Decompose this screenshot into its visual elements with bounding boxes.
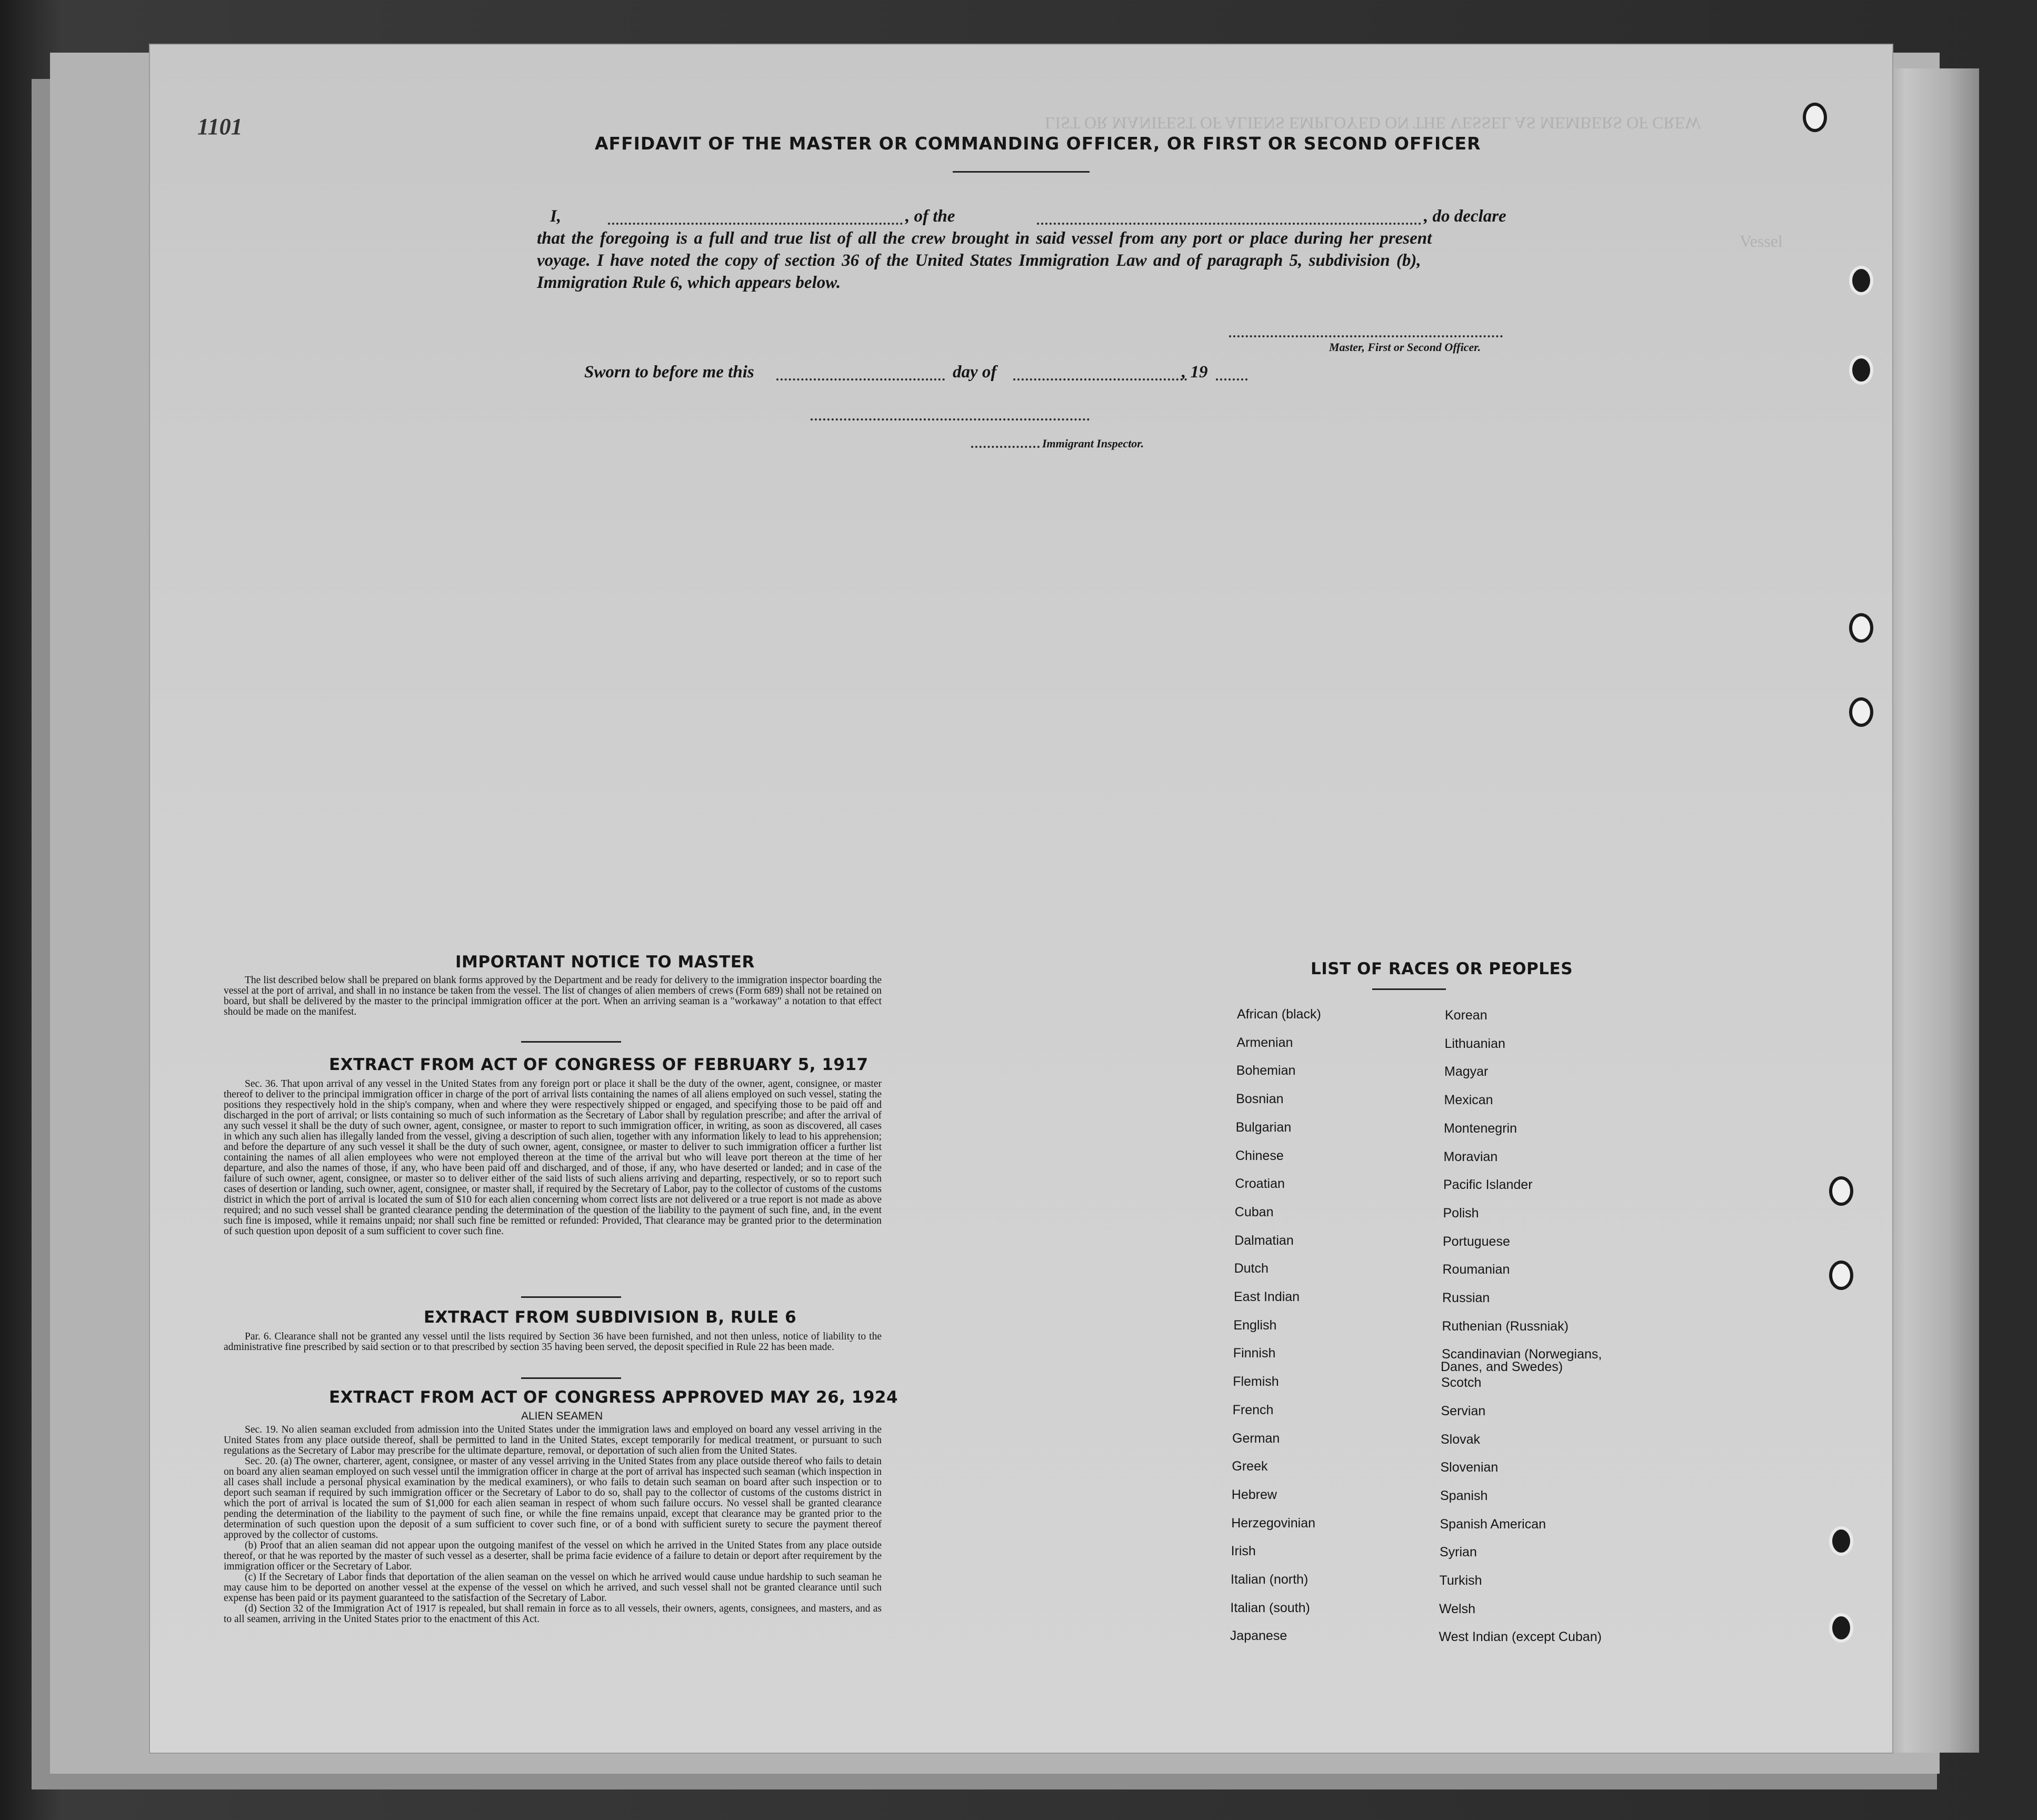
- race-item: Montenegrin: [1444, 1121, 1517, 1136]
- race-item: Servian: [1441, 1403, 1486, 1418]
- race-item: Slovak: [1441, 1432, 1481, 1447]
- race-item: Herzegovinian: [1231, 1515, 1316, 1531]
- notice-title: IMPORTANT NOTICE TO MASTER: [455, 953, 755, 972]
- race-item: Lithuanian: [1444, 1036, 1505, 1051]
- race-item: French: [1232, 1402, 1274, 1417]
- par-6-paragraph: Par. 6. Clearance shall not be granted any vessel until the lists required by Section 36 have been furnished, and not then unless, notice of liability to the administrative fine prescribed by said section or to that prescribed by section 35 having been served, the deposit specified in Rule 22 has been made.: [224, 1331, 882, 1353]
- sec-20a-paragraph: Sec. 20. (a) The owner, charterer, agent, consignee, or master of any vessel arriving in the United States from any place outside thereof who fails to detain on board any alien seaman employed on such vessel until the immigration officer in charge at the port of arrival has inspected such seaman (which inspection in all cases shall include a personal physical examination by the medical examiners), or who fails to detain such seaman on board after such inspection or to deport such seaman if required by such immigration officer or the Secretary of Labor to do so, shall pay to the collector of customs of the customs district in which the port of arrival is located the sum of $1,000 for each alien seaman in respect of whom such failure occurs. No vessel shall be granted clearance pending the determination of the liability to the payment of such fine, or while the fine remains unpaid, except that clearance may be granted prior to the determination of such question upon the deposit of a sum sufficient to cover such fine, or of a bond with sufficient surety to secure the payment thereof approved by the collector of customs.: [224, 1456, 882, 1541]
- race-item: Turkish: [1439, 1573, 1482, 1588]
- inspector-signature-blank: [811, 418, 1090, 421]
- bleed-through-heading: LIST OR MANIFEST OF ALIENS EMPLOYED ON THE VESSEL AS MEMBERS OF CREW: [1045, 114, 1701, 133]
- affidavit-of-the: , of the: [905, 207, 955, 226]
- alien-seamen-subtitle: ALIEN SEAMEN: [521, 1410, 603, 1422]
- sworn-month-blank: [1013, 378, 1187, 381]
- sec-20c-paragraph: (c) If the Secretary of Labor finds that deportation of the alien seaman on the vessel on which he arrived would cause undue hardship to such seaman he may cause him to be deported on another vessel at the expense of the vessel on which he arrived, and such vessel shall not be granted clearance until such expense has been paid or its payment guaranteed to the satisfaction of the Secretary of Labor.: [224, 1572, 882, 1604]
- race-item: Spanish American: [1440, 1516, 1546, 1532]
- document-page: [150, 45, 1892, 1753]
- punch-hole: [1849, 697, 1873, 727]
- race-item: Korean: [1445, 1008, 1487, 1023]
- race-item: Welsh: [1439, 1601, 1476, 1616]
- name-blank: [608, 223, 903, 225]
- punch-hole: [1829, 1176, 1853, 1206]
- race-item: Italian (north): [1231, 1572, 1309, 1587]
- race-item: Irish: [1231, 1544, 1256, 1559]
- year-label: , 19: [1182, 363, 1208, 382]
- extract-1924-title: EXTRACT FROM ACT OF CONGRESS APPROVED MAY 26, 1924: [329, 1388, 898, 1407]
- affidavit-declare: , do declare: [1424, 207, 1506, 226]
- race-item: Moravian: [1443, 1149, 1498, 1164]
- affidavit-i: I,: [550, 207, 562, 226]
- extract-1917-title: EXTRACT FROM ACT OF CONGRESS OF FEBRUARY 5, 1917: [329, 1055, 868, 1074]
- handwritten-stamp-number: 1101: [197, 114, 243, 139]
- race-item: West Indian (except Cuban): [1439, 1629, 1602, 1645]
- sec-20b-paragraph: (b) Proof that an alien seaman did not appear upon the outgoing manifest of the vessel on which he arrived in the United States from any place outside thereof, or that he was reported by the master of such vessel as a deserter, shall be prima facie evidence of a failure to detain or deport after requirement by the immigration officer or the Secretary of Labor.: [224, 1540, 882, 1572]
- race-item: Scandinavian (Norwegians,: [1442, 1347, 1602, 1362]
- notice-divider: [521, 1041, 621, 1043]
- affidavit-line4: Immigration Rule 6, which appears below.: [537, 273, 841, 292]
- race-item: African (black): [1237, 1007, 1321, 1022]
- race-item: Dutch: [1234, 1261, 1269, 1276]
- races-underline: [1372, 988, 1446, 990]
- affidavit-line2: that the foregoing is a full and true list of all the crew brought in said vessel from any port or place during her present: [537, 229, 1432, 248]
- race-item: Scotch: [1441, 1375, 1482, 1391]
- inspector-dots: [971, 446, 1040, 448]
- sworn-day-blank: [776, 378, 945, 381]
- punch-hole: [1849, 266, 1873, 295]
- punch-hole: [1849, 355, 1873, 385]
- master-signature-label: Master, First or Second Officer.: [1329, 341, 1481, 354]
- races-title: LIST OF RACES OR PEOPLES: [1311, 959, 1573, 978]
- race-item: Greek: [1232, 1459, 1268, 1474]
- race-item: Polish: [1443, 1205, 1479, 1221]
- day-of-label: day of: [953, 363, 997, 382]
- bleed-through-vessel: Vessel: [1740, 232, 1783, 251]
- extract-divider-2: [521, 1377, 621, 1379]
- sworn-label: Sworn to before me this: [584, 363, 754, 382]
- punch-hole: [1829, 1613, 1853, 1643]
- year-blank: [1216, 378, 1247, 381]
- race-item: Japanese: [1230, 1628, 1287, 1644]
- race-item: Hebrew: [1231, 1487, 1277, 1502]
- race-item: Spanish: [1440, 1488, 1488, 1503]
- race-item: Croatian: [1235, 1176, 1285, 1192]
- vessel-blank: [1037, 223, 1421, 225]
- inspector-label: Immigrant Inspector.: [1042, 437, 1144, 450]
- race-item: Syrian: [1440, 1545, 1477, 1560]
- race-item: Bosnian: [1236, 1092, 1284, 1107]
- race-item: Magyar: [1444, 1064, 1489, 1079]
- rule6-title: EXTRACT FROM SUBDIVISION B, RULE 6: [424, 1308, 797, 1327]
- rule6-body: [224, 1332, 882, 1353]
- race-item: Danes, and Swedes): [1441, 1359, 1563, 1375]
- race-item: Cuban: [1234, 1204, 1274, 1219]
- race-item: Dalmatian: [1234, 1233, 1294, 1248]
- sec-19-paragraph: Sec. 19. No alien seaman excluded from admission into the United States under the immigration laws and employed on board any vessel arriving in the United States from any place outside thereof, shall be permitted to land in the United States, except temporarily for medical treatment, or pursuant to such regulations as the Secretary of Labor may prescribe for the ultimate departure, removal, or deportation of such alien from the United States.: [224, 1424, 882, 1456]
- race-item: Mexican: [1444, 1093, 1493, 1108]
- affidavit-title: AFFIDAVIT OF THE MASTER OR COMMANDING OFFICER, OR FIRST OR SECOND OFFICER: [595, 133, 1481, 154]
- extract-divider-1: [521, 1296, 621, 1298]
- affidavit-line3: voyage. I have noted the copy of section 36 of the United States Immigration Law and of paragraph 5, subdivision (b),: [537, 251, 1421, 270]
- race-item: Bohemian: [1236, 1063, 1296, 1078]
- punch-hole: [1829, 1261, 1853, 1290]
- race-item: Italian (south): [1230, 1600, 1310, 1615]
- title-underline: [953, 171, 1090, 173]
- race-item: Flemish: [1233, 1374, 1279, 1389]
- race-item: Chinese: [1235, 1148, 1284, 1163]
- race-item: Finnish: [1233, 1346, 1276, 1361]
- punch-hole: [1829, 1526, 1853, 1556]
- race-item: Armenian: [1236, 1035, 1293, 1050]
- race-item: East Indian: [1234, 1289, 1300, 1304]
- race-item: Portuguese: [1443, 1234, 1510, 1249]
- master-signature-blank: [1229, 335, 1503, 337]
- extract-1917-body: [224, 1079, 882, 1237]
- punch-hole: [1803, 103, 1827, 132]
- race-item: Russian: [1442, 1291, 1490, 1305]
- sec-20d-paragraph: (d) Section 32 of the Immigration Act of 1917 is repealed, but shall remain in force as to all vessels, their owners, agents, consignees, and masters, and as to all seamen, arriving in the United States prior to the enactment of this Act.: [224, 1603, 882, 1625]
- race-item: Slovenian: [1440, 1460, 1499, 1475]
- extract-1924-body: [224, 1425, 882, 1625]
- race-item: Pacific Islander: [1443, 1177, 1533, 1193]
- race-item: Ruthenian (Russniak): [1442, 1318, 1569, 1334]
- race-item: Bulgarian: [1235, 1119, 1292, 1135]
- punch-hole: [1849, 613, 1873, 643]
- race-item: Roumanian: [1442, 1262, 1510, 1277]
- notice-body: [224, 975, 882, 1017]
- section-36-paragraph: Sec. 36. That upon arrival of any vessel in the United States from any foreign port or place it shall be the duty of the owner, agent, consignee, or master thereof to deliver to the principal immigration officer in charge of the port of arrival lists containing the names of all aliens employed on such vessel, stating the positions they respectively hold in the ship's company, when and where they were respectively shipped or engaged, and specifying those to be paid off and discharged in the port of arrival; or lists containing so much of such information as the Secretary of Labor shall by regulation prescribe; and after the arrival of any such vessel it shall be the duty of such owner, agent, consignee, or master to report to such immigration officer, in writing, as soon as discovered, all cases in which any such alien has illegally landed from the vessel, giving a description of such alien, together with any information likely to lead to his apprehension; and before the departure of any such vessel it shall be the duty of such owner, agent, consignee, or master to deliver to such immigration officer a further list containing the names of all alien employees who were not employed thereon at the time of the arrival but who will leave port thereon at the time of her departure, and also the names of those, if any, who have been paid off and discharged, and of those, if any, who have deserted or landed; and in case of the failure of such owner, agent, consignee, or master so to deliver either of the said lists of such aliens arriving and departing, respectively, or so to report such cases of desertion or landing, such owner, agent, consignee, or master shall, if required by the Secretary of Labor, pay to the collector of customs of the customs district in which the port of arrival is located the sum of $10 for each alien concerning whom correct lists are not delivered or a true report is not made as above required; and no such vessel shall be granted clearance pending the determination of the question of the liability to the payment of such fine, and, in the event such fine is imposed, while it remains unpaid; nor shall such fine be remitted or refunded: Provided, That clearance may be granted prior to the determination of such question upon deposit of a sum sufficient to cover such fine.: [224, 1078, 882, 1237]
- notice-paragraph: The list described below shall be prepared on blank forms approved by the Department and be ready for delivery to the immigration inspector boarding the vessel at the port of arrival, and shall in no instance be taken from the vessel. The list of changes of alien members of crews (Form 689) shall not be retained on board, but shall be delivered by the master to the principal immigration officer at the port. When an arriving seaman is a "workaway" a notation to that effect should be made on the manifest.: [224, 975, 882, 1017]
- race-item: German: [1232, 1431, 1280, 1446]
- race-item: English: [1233, 1317, 1277, 1333]
